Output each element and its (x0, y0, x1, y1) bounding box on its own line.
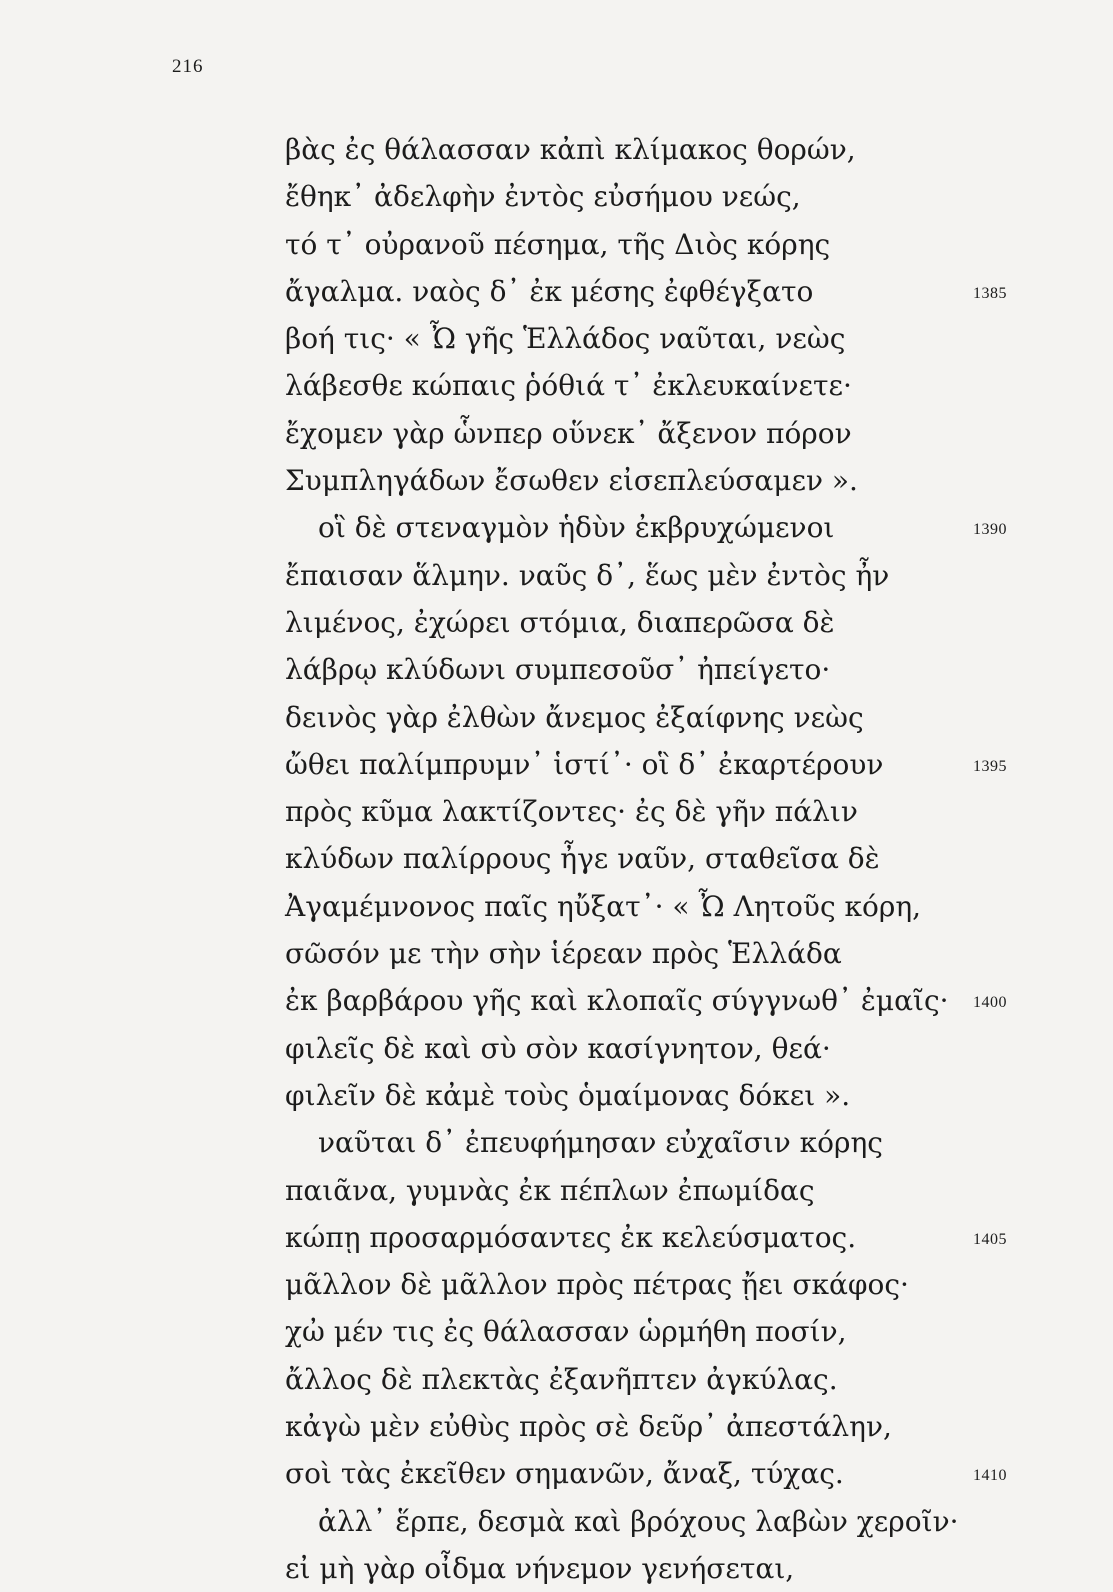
verse-line (0, 552, 1113, 599)
verse-line (0, 930, 1113, 977)
verse-text: Συμπληγάδων ἔσωθεν εἰσεπλεύσαμεν ». (285, 464, 858, 498)
verse-text: Ἀγαμέμνονος παῖς ηὔξατ᾽· « Ὦ Λητοῦς κόρη, (285, 889, 922, 923)
verse-text: ἀλλ᾽ ἕρπε, δεσμὰ καὶ βρόχους λαβὼν χεροῖν· (318, 1504, 959, 1538)
verse-line (0, 1498, 1113, 1545)
verse-text: λάβρῳ κλύδωνι συμπεσοῦσ᾽ ἠπείγετο· (285, 653, 831, 687)
page-number: 216 (172, 56, 204, 77)
verse-line (0, 1261, 1113, 1308)
verse-text: ἔχομεν γὰρ ὧνπερ οὕνεκ᾽ ἄξενον πόρον (285, 416, 852, 450)
verse-text: ὤθει παλίμπρυμν᾽ ἱστί᾽· οἳ δ᾽ ἐκαρτέρουν (285, 747, 884, 781)
verse-text: βοή τις· « Ὦ γῆς Ἑλλάδος ναῦται, νεὼς (285, 322, 846, 356)
verse-text: κλύδων παλίρρους ἦγε ναῦν, σταθεῖσα δὲ (285, 842, 880, 876)
verse-line (0, 126, 1113, 173)
verse-text: δεινὸς γὰρ ἐλθὼν ἄνεμος ἐξαίφνης νεὼς (285, 700, 864, 734)
line-number: 1385 (973, 284, 1007, 302)
verse-line (0, 1167, 1113, 1214)
verse-text: ἔθηκ᾽ ἀδελφὴν ἐντὸς εὐσήμου νεώς, (285, 180, 801, 214)
verse-line (0, 1356, 1113, 1403)
verse-line (0, 173, 1113, 220)
line-number: 1405 (973, 1230, 1007, 1248)
verse-text: εἰ μὴ γὰρ οἶδμα νήνεμον γενήσεται, (285, 1551, 795, 1585)
line-number: 1395 (973, 757, 1007, 775)
verse-text: λάβεσθε κώπαις ῥόθιά τ᾽ ἐκλευκαίνετε· (285, 369, 852, 403)
verse-text: φιλεῖς δὲ καὶ σὺ σὸν κασίγνητον, θεά· (285, 1031, 831, 1065)
verse-text: φιλεῖν δὲ κἀμὲ τοὺς ὁμαίμονας δόκει ». (285, 1078, 851, 1112)
verse-line (0, 1119, 1113, 1166)
line-number: 1390 (973, 521, 1007, 539)
verse-text: ἄλλος δὲ πλεκτὰς ἐξανῆπτεν ἀγκύλας. (285, 1362, 838, 1396)
verse-text: ἔπαισαν ἅλμην. ναῦς δ᾽, ἕως μὲν ἐντὸς ἦν (285, 558, 890, 592)
verse-text: ναῦται δ᾽ ἐπευφήμησαν εὐχαῖσιν κόρης (318, 1126, 883, 1160)
verse-line (0, 1214, 1113, 1261)
verse-line (0, 788, 1113, 835)
verse-line (0, 741, 1113, 788)
verse-line (0, 1308, 1113, 1355)
verse-text: μᾶλλον δὲ μᾶλλον πρὸς πέτρας ᾔει σκάφος· (285, 1268, 909, 1302)
verse-line (0, 883, 1113, 930)
verse-text: κἀγὼ μὲν εὐθὺς πρὸς σὲ δεῦρ᾽ ἀπεστάλην, (285, 1410, 892, 1444)
verse-line (0, 646, 1113, 693)
verse-line (0, 599, 1113, 646)
verse-block (0, 126, 1113, 1592)
verse-line (0, 410, 1113, 457)
verse-text: ἐκ βαρβάρου γῆς καὶ κλοπαῖς σύγγνωθ᾽ ἐμαῖς· (285, 984, 949, 1018)
verse-text: βὰς ἐς θάλασσαν κἀπὶ κλίμακος θορών, (285, 133, 856, 166)
verse-line (0, 268, 1113, 315)
line-number: 1400 (973, 994, 1007, 1012)
verse-line (0, 977, 1113, 1024)
verse-text: χὠ μέν τις ἐς θάλασσαν ὡρμήθη ποσίν, (285, 1315, 847, 1349)
verse-text: τό τ᾽ οὐρανοῦ πέσημα, τῆς Διὸς κόρης (285, 227, 831, 261)
verse-line (0, 315, 1113, 362)
verse-line (0, 457, 1113, 504)
verse-line (0, 694, 1113, 741)
verse-line (0, 1025, 1113, 1072)
verse-text: παιᾶνα, γυμνὰς ἐκ πέπλων ἐπωμίδας (285, 1173, 815, 1207)
verse-text: λιμένος, ἐχώρει στόμια, διαπερῶσα δὲ (285, 605, 835, 639)
verse-line (0, 1450, 1113, 1497)
verse-text: σοὶ τὰς ἐκεῖθεν σημανῶν, ἄναξ, τύχας. (285, 1457, 844, 1491)
verse-line (0, 221, 1113, 268)
verse-line (0, 504, 1113, 551)
line-number: 1410 (973, 1467, 1007, 1485)
verse-text: οἳ δὲ στεναγμὸν ἡδὺν ἐκβρυχώμενοι (318, 511, 835, 545)
verse-line (0, 835, 1113, 882)
verse-text: κώπῃ προσαρμόσαντες ἐκ κελεύσματος. (285, 1220, 857, 1254)
verse-line (0, 1403, 1113, 1450)
verse-line (0, 1545, 1113, 1592)
verse-text: σῶσόν με τὴν σὴν ἱέρεαν πρὸς Ἑλλάδα (285, 937, 842, 971)
verse-text: ἄγαλμα. ναὸς δ᾽ ἐκ μέσης ἐφθέγξατο (285, 274, 814, 308)
verse-text: πρὸς κῦμα λακτίζοντες· ἐς δὲ γῆν πάλιν (285, 795, 858, 829)
verse-line (0, 362, 1113, 409)
verse-line (0, 1072, 1113, 1119)
